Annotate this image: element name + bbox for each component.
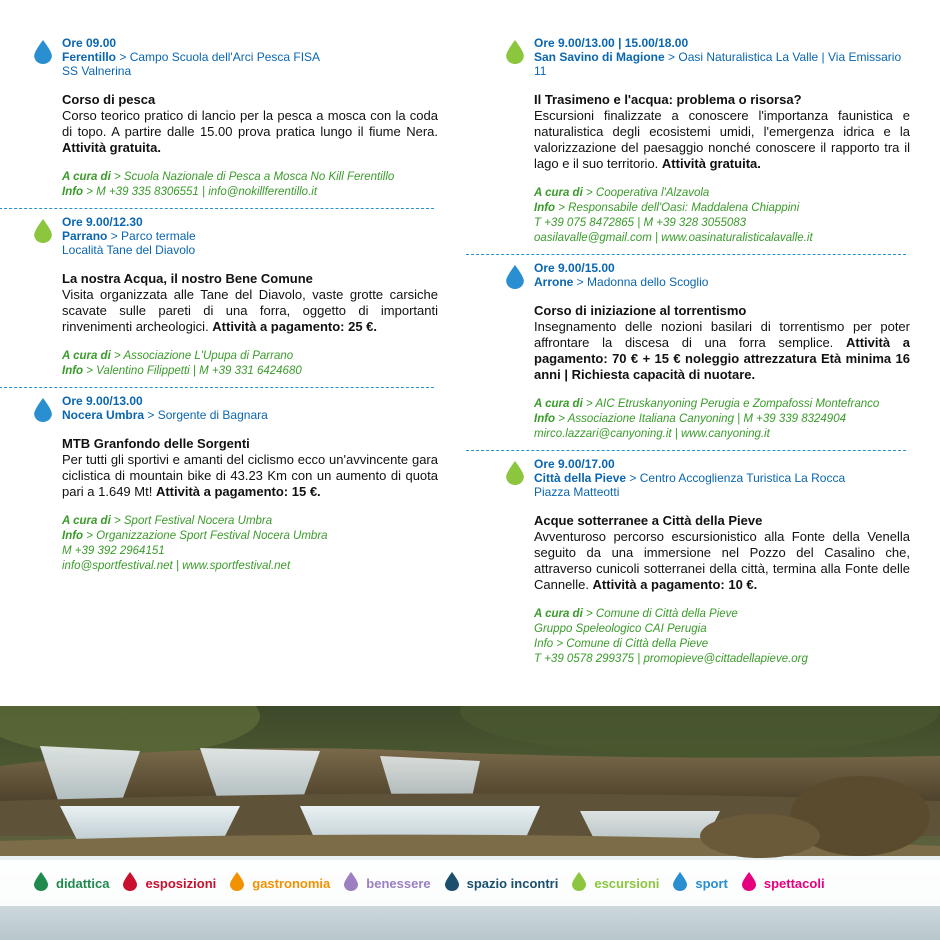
- event-time: Ore 9.00/17.00: [534, 457, 615, 471]
- event-title: MTB Granfondo delle Sorgenti: [62, 436, 250, 451]
- event-separator: [0, 387, 434, 388]
- event-contact: Info > Comune di Città della Pieve: [534, 638, 709, 650]
- event-location: [62, 408, 438, 422]
- event-town: Arrone: [534, 275, 574, 289]
- event-venue: > Parco termale: [107, 229, 196, 243]
- event-organizer: [534, 186, 910, 201]
- category-drop-icon: [34, 219, 52, 243]
- event-credits: [62, 514, 438, 574]
- event-info: [534, 412, 910, 427]
- organizer-name: > AIC Etruskanyoning Perugia e Zompafossi Montefranco: [582, 398, 880, 410]
- event-description: [534, 529, 910, 593]
- legend-item-gastronomia: [230, 872, 330, 894]
- legend-drop-icon: [673, 872, 687, 894]
- event-separator: [0, 208, 434, 209]
- organizer-label: A cura di: [534, 398, 583, 410]
- right-column: [500, 36, 910, 667]
- event-venue: > Madonna dello Scoglio: [573, 275, 709, 289]
- event-time: Ore 9.00/15.00: [534, 261, 615, 275]
- event-card: [28, 394, 438, 574]
- event-info: [534, 201, 910, 216]
- info-label: Info: [534, 413, 556, 425]
- info-text: > Responsabile dell'Oasi: Maddalena Chiappini: [555, 202, 800, 214]
- event-contact: mirco.lazzari@canyoning.it | www.canyoning.it: [534, 428, 770, 440]
- event-price: Attività gratuita.: [62, 140, 161, 155]
- event-credits: [62, 349, 438, 379]
- legend-item-esposizioni: [123, 872, 216, 894]
- event-card: [28, 215, 438, 379]
- event-town: San Savino di Magione: [534, 50, 665, 64]
- event-venue: > Campo Scuola dell'Arci Pesca FISA: [116, 50, 321, 64]
- event-card: [500, 457, 910, 667]
- category-drop-icon: [506, 40, 524, 64]
- info-label: Info: [62, 365, 84, 377]
- event-links: info@sportfestival.net | www.sportfestival.net: [62, 560, 291, 572]
- event-town: Nocera Umbra: [62, 408, 145, 422]
- info-label: Info: [62, 530, 84, 542]
- event-price: Attività a pagamento: 70 € + 15 € noleggio attrezzatura Età minima 16 anni | Richiesta capacità di nuotare.: [534, 335, 910, 382]
- info-text: > Valentino Filippetti | M +39 331 6424680: [83, 365, 302, 377]
- legend-label: didattica: [56, 875, 110, 891]
- event-links: oasilavalle@gmail.com | www.oasinaturalisticalavalle.it: [534, 232, 813, 244]
- legend-label: escursioni: [594, 875, 660, 891]
- event-organizer: [62, 349, 438, 364]
- event-location: [534, 471, 910, 485]
- organizer-label: A cura di: [62, 171, 111, 183]
- event-separator: [466, 450, 906, 451]
- legend-item-sport: [673, 872, 728, 894]
- event-organizer: [534, 397, 910, 412]
- event-location: [534, 50, 910, 78]
- info-text: > M +39 335 8306551 | info@nokillferentillo.it: [83, 186, 318, 198]
- event-description-text: Visita organizzata alle Tane del Diavolo, vaste grotte carsiche scavate sulle pareti di una forra, oggetto di importanti rinvenimenti archeologici.: [62, 287, 438, 334]
- event-venue: > Centro Accoglienza Turistica La Rocca: [626, 471, 846, 485]
- info-text: > Organizzazione Sport Festival Nocera Umbra: [83, 530, 328, 542]
- event-description-text: Avventuroso percorso escursionistico alla Fonte della Venella seguito da una immersione nel Pozzo del Casalino che, attraverso cunicoli sotterranei della città, termina alla Fonte delle Cannelle.: [534, 529, 910, 592]
- event-description: [534, 108, 910, 172]
- legend-drop-icon: [344, 872, 358, 894]
- legend-label: gastronomia: [252, 875, 331, 891]
- event-location: [62, 50, 438, 64]
- legend-item-spettacoli: [742, 872, 825, 894]
- event-card: [500, 261, 910, 442]
- event-town: Parrano: [62, 229, 108, 243]
- legend-label: esposizioni: [145, 875, 217, 891]
- category-drop-icon: [34, 40, 52, 64]
- event-description: [62, 108, 438, 156]
- category-drop-icon: [34, 398, 52, 422]
- event-credits: [534, 186, 910, 246]
- event-town: Ferentillo: [62, 50, 117, 64]
- organizer-name: > Sport Festival Nocera Umbra: [110, 515, 273, 527]
- event-venue: > Oasi Naturalistica La Valle | Via Emissario 11: [534, 50, 902, 78]
- legend-item-escursioni: [572, 872, 659, 894]
- legend-label: benessere: [366, 875, 431, 891]
- event-time: Ore 9.00/13.00: [62, 394, 143, 408]
- info-label: Info: [62, 186, 84, 198]
- event-info: [62, 185, 438, 200]
- event-title: La nostra Acqua, il nostro Bene Comune: [62, 271, 313, 286]
- left-column: [28, 36, 438, 574]
- event-info: [534, 622, 910, 637]
- legend-label: spettacoli: [763, 875, 825, 891]
- event-location-detail: Località Tane del Diavolo: [62, 243, 196, 257]
- event-card: [28, 36, 438, 200]
- legend-drop-icon: [123, 872, 137, 894]
- event-description-text: Insegnamento delle nozioni basilari di torrentismo per poter affrontare la discesa di una forra semplice.: [534, 319, 910, 350]
- organizer-name: > Associazione L'Upupa di Parrano: [110, 350, 294, 362]
- organizer-name: > Comune di Città della Pieve: [582, 608, 738, 620]
- info-text: > Associazione Italiana Canyoning | M +39 339 8324904: [555, 413, 846, 425]
- event-card: [500, 36, 910, 246]
- category-drop-icon: [506, 265, 524, 289]
- event-separator: [466, 254, 906, 255]
- event-location-detail: Piazza Matteotti: [534, 485, 620, 499]
- event-location-detail: SS Valnerina: [62, 64, 132, 78]
- event-description: [62, 452, 438, 500]
- event-title: Il Trasimeno e l'acqua: problema o risorsa?: [534, 92, 802, 107]
- event-price: Attività a pagamento: 15 €.: [155, 484, 321, 499]
- organizer-name: > Cooperativa l'Alzavola: [582, 187, 710, 199]
- organizer-name: > Scuola Nazionale di Pesca a Mosca No Kill Ferentillo: [110, 171, 395, 183]
- organizer-label: A cura di: [534, 187, 583, 199]
- event-info: [62, 364, 438, 379]
- legend-item-spazio-incontri: [445, 872, 559, 894]
- event-time: Ore 9.00/12.30: [62, 215, 143, 229]
- info-text: Gruppo Speleologico CAI Perugia: [534, 623, 707, 635]
- organizer-label: A cura di: [534, 608, 583, 620]
- organizer-label: A cura di: [62, 515, 111, 527]
- event-town: Città della Pieve: [534, 471, 627, 485]
- event-description-text: Per tutti gli sportivi e amanti del ciclismo ecco un'avvincente gara ciclistica di mountain bike di 43.23 Km con un aumento di quota pari a 1.649 Mt!: [62, 452, 438, 499]
- event-location: [62, 229, 438, 243]
- event-title: Corso di pesca: [62, 92, 156, 107]
- event-organizer: [62, 170, 438, 185]
- event-time: Ore 09.00: [62, 36, 117, 50]
- event-time: Ore 9.00/13.00 | 15.00/18.00: [534, 36, 689, 50]
- category-drop-icon: [506, 461, 524, 485]
- legend-drop-icon: [742, 872, 756, 894]
- legend-drop-icon: [230, 872, 244, 894]
- event-description: [534, 319, 910, 383]
- event-credits: [534, 607, 910, 667]
- legend-item-benessere: [344, 872, 430, 894]
- legend-drop-icon: [445, 872, 459, 894]
- event-organizer: [534, 607, 910, 622]
- legend-label: spazio incontri: [466, 875, 559, 891]
- event-credits: [62, 170, 438, 200]
- event-contact: M +39 392 2964151: [62, 545, 165, 557]
- event-credits: [534, 397, 910, 442]
- event-title: Corso di iniziazione al torrentismo: [534, 303, 747, 318]
- event-price: Attività a pagamento: 10 €.: [592, 577, 758, 592]
- legend-item-didattica: [34, 872, 109, 894]
- legend-drop-icon: [572, 872, 586, 894]
- legend-drop-icon: [34, 872, 48, 894]
- event-location: [534, 275, 910, 289]
- event-info: [62, 529, 438, 544]
- event-venue: > Sorgente di Bagnara: [144, 408, 268, 422]
- info-label: Info: [534, 202, 556, 214]
- legend-label: sport: [695, 875, 728, 891]
- event-organizer: [62, 514, 438, 529]
- organizer-label: A cura di: [62, 350, 111, 362]
- category-legend: [0, 860, 940, 906]
- event-title: Acque sotterranee a Città della Pieve: [534, 513, 763, 528]
- event-price: Attività gratuita.: [661, 156, 761, 171]
- event-contact: T +39 075 8472865 | M +39 328 3055083: [534, 217, 747, 229]
- event-description: [62, 287, 438, 335]
- event-links: T +39 0578 299375 | promopieve@cittadellapieve.org: [534, 653, 808, 665]
- event-description-text: Corso teorico pratico di lancio per la pesca a mosca con la coda di topo. A partire dalle 15.00 prova pratica lungo il fiume Nera.: [62, 108, 438, 139]
- event-description-text: Escursioni finalizzate a conoscere l'importanza faunistica e naturalistica degli ecosistemi umidi, l'emergenza idrica e la valorizzazione del paesaggio nonché conoscere il rapporto tra il lago e il suo territorio.: [534, 108, 910, 171]
- event-price: Attività a pagamento: 25 €.: [212, 319, 378, 334]
